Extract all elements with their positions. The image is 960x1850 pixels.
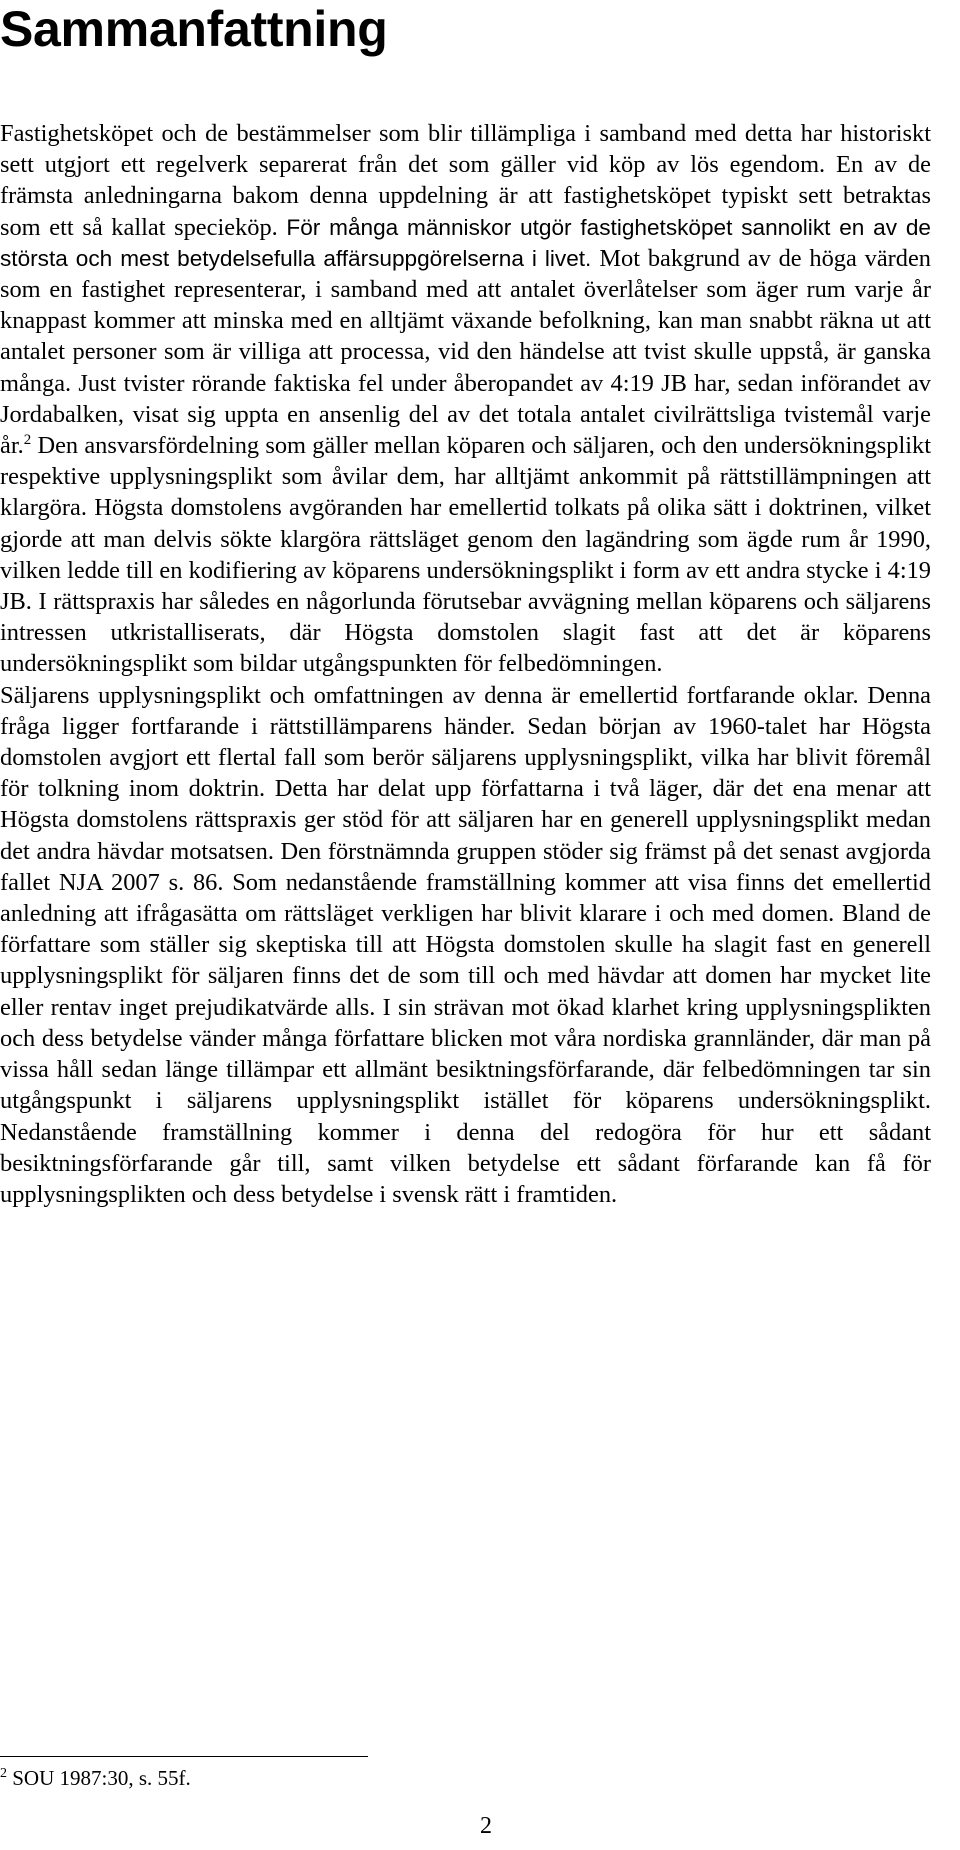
footnote-separator: [0, 1756, 368, 1757]
text-segment: Mot bakgrund av de höga värden som en fastighet representerar, i samband med att antalet överlåtelser som äger rum varje år knappast kommer att minska med en alltjämt växande befolkning, kan man snabbt räkna ut att antalet personer som är villiga att processa, vid den händelse att tvist skulle uppstå, är ganska många. Just tvister rörande faktiska fel under åberopandet av 4:19 JB har, sedan införandet av Jordabalken, visat sig uppta en ansenlig del av det totala antalet civilrättsliga tvistemål varje år.: [0, 244, 931, 460]
text-segment: Fastighetsköpet och de bestämmelser som blir tillämpliga i samband med detta har historiskt sett utgjort ett regelverk separerat från det som gäller vid köp av lös egendom. En av de främsta anledningarna bakom denna uppdelning är att fastighetsköpet typiskt sett betraktas som ett så kallat specieköp.: [0, 120, 931, 241]
text-segment: Säljarens upplysningsplikt och omfattningen av denna är emellertid fortfarande oklar. Denna fråga ligger fortfarande i rättstillämparens händer. Sedan början av 1960-talet har Högsta domstolen avgjort ett flertal fall som berör säljarens upplysningsplikt, vilka har blivit föremål för tolkning inom doktrin. Detta har delat upp författarna i två läger, där det ena menar att Högsta domstolens rättspraxis ger stöd för att säljaren har en generell upplysningsplikt medan det andra hävdar motsatsen. Den förstnämnda gruppen stöder sig främst på det senast avgjorda fallet NJA 2007 s. 86. Som nedanstående framställning kommer att visa finns det emellertid anledning att ifrågasätta om rättsläget verkligen har blivit klarare i och med domen. Bland de författare som ställer sig skeptiska till att Högsta domstolen skulle ha slagit fast en generell upplysningsplikt för säljaren finns det de som till och med hävdar att domen har mycket lite eller rentav inget prejudikatvärde alls. I sin strävan mot ökad klarhet kring upplysningsplikten och dess betydelse vänder många författare blicken mot våra nordiska grannländer, där man på vissa håll sedan länge tillämpar ett allmänt besiktningsförfarande, där felbedömningen tar sin utgångspunkt i säljarens upplysningsplikt istället för köparens undersökningsplikt. Nedanstående framställning kommer i denna del redogöra för hur ett sådant besiktningsförfarande går till, samt vilken betydelse ett sådant förfarande kan få för upplysningsplikten och dess betydelse i svensk rätt i framtiden.: [0, 681, 931, 1208]
page-title: Sammanfattning: [0, 1, 388, 57]
footnote-text: SOU 1987:30, s. 55f.: [12, 1766, 191, 1790]
footnote-reference[interactable]: 2: [23, 432, 32, 449]
footnote: [0, 1765, 191, 1791]
summary-paragraph-2: [0, 680, 931, 1210]
page-number-container: [0, 1812, 960, 1840]
body-text: [0, 118, 931, 1210]
page-number: 2: [480, 1813, 492, 1839]
summary-paragraph-1: [0, 118, 931, 680]
footnote-marker: 2: [0, 1766, 7, 1781]
text-segment: Den ansvarsfördelning som gäller mellan köparen och säljaren, och den undersökningsplikt respektive upplysningsplikt som åvilar dem, har alltjämt ankommit på rättstillämpningen att klargöra. Högsta domstolens avgöranden har emellertid tolkats på olika sätt i doktrinen, vilket gjorde att man delvis sökte klargöra rättsläget genom den lagändring som ägde rum år 1990, vilken ledde till en kodifiering av köparens undersökningsplikt i form av ett andra stycke i 4:19 JB. I rättspraxis har således en någorlunda förutsebar avvägning mellan köparens och säljarens intressen utkristalliserats, där Högsta domstolen slagit fast att det är köparens undersökningsplikt som bildar utgångspunkten för felbedömningen.: [0, 432, 931, 678]
text-segment: För många människor utgör fastighetsköpet sannolikt en av de största och mest betydelsefulla affärsuppgörelserna i livet.: [0, 214, 931, 271]
